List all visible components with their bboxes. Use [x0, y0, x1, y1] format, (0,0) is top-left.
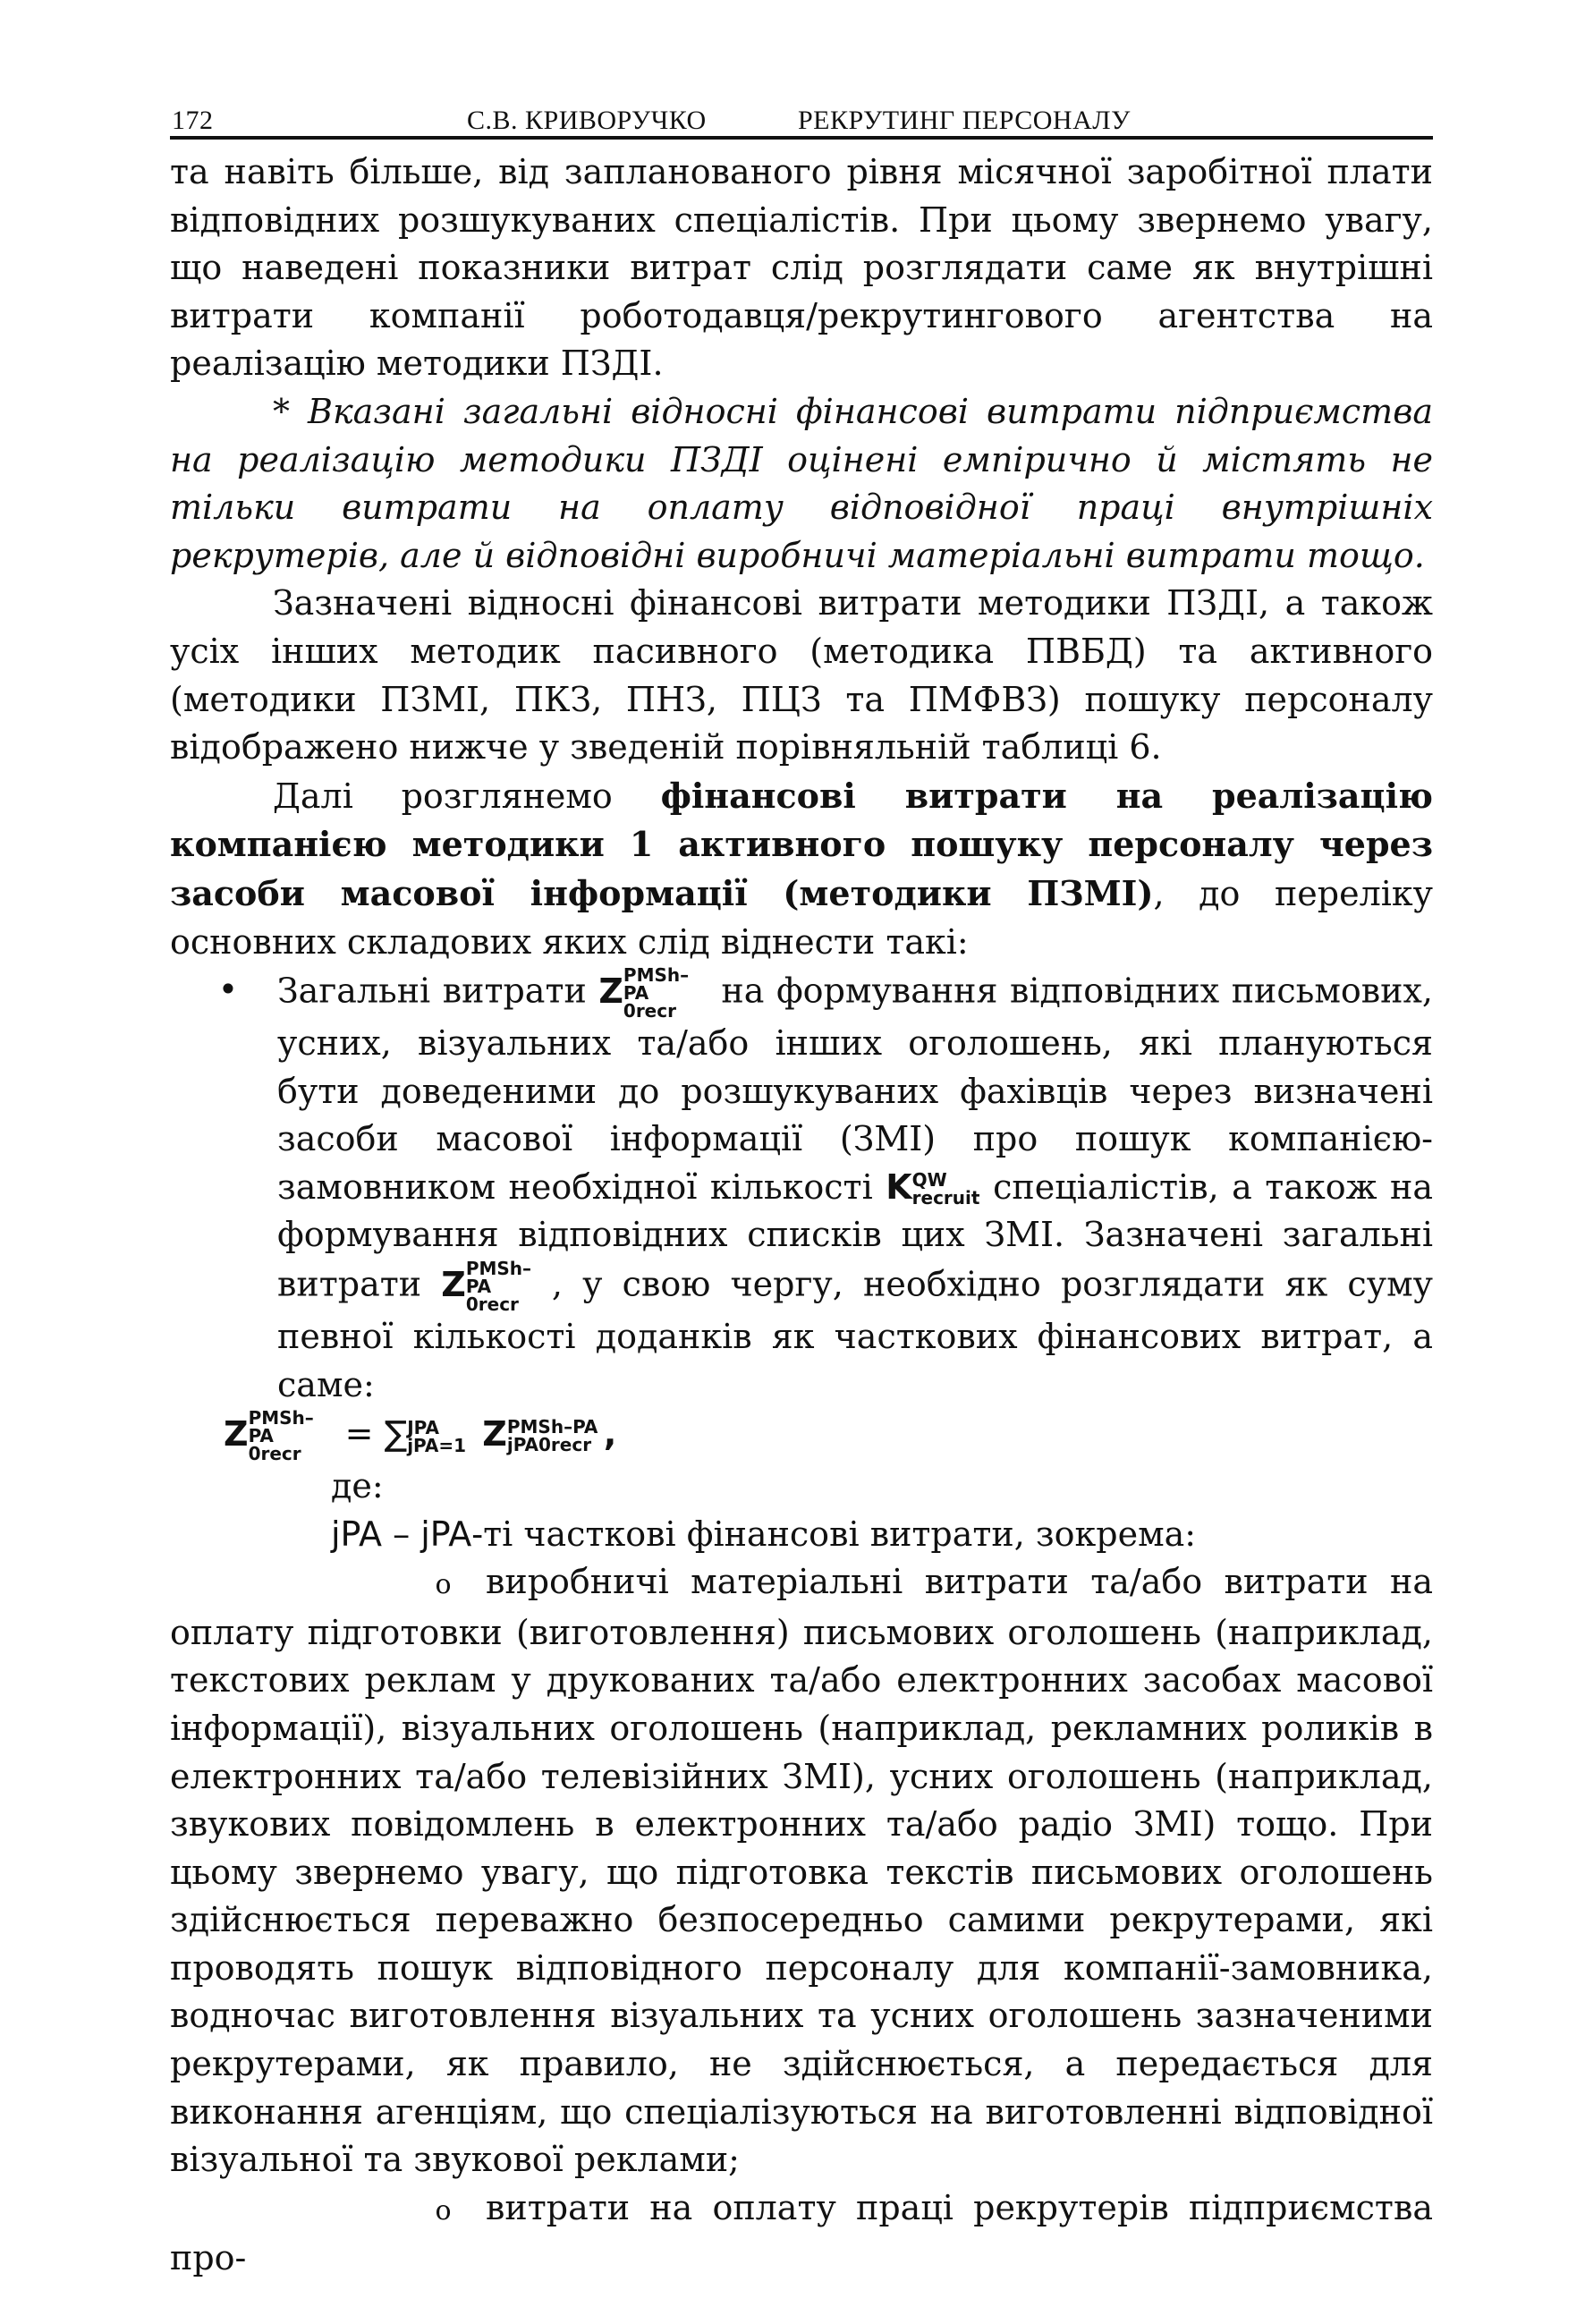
pzmi-intro-end: , до переліку основних складових яких слід віднести такі: [170, 873, 1434, 962]
bullet-total-costs [170, 966, 1433, 1409]
math-k-recruit: K QW recruit [886, 1166, 980, 1209]
pzmi-intro-bold: фінансові витрати на реалізацію компанією методики 1 активного пошуку персоналу через засоби масової інформації (методики ПЗМІ) [170, 775, 1433, 913]
subitem-mark-2: o [435, 2194, 452, 2226]
formula-total-costs: Z PMSh–PA 0recr = ∑ JPA jPA=1 Z PMSh–PA jPA0recr , [224, 1407, 617, 1465]
math-z-total: Z PMSh–PA 0recr [598, 964, 690, 1022]
page-number: 172 [172, 106, 214, 135]
where-label: де: [331, 1466, 384, 1506]
math-z-total-2: Z PMSh–PA 0recr [441, 1258, 532, 1316]
page-body [170, 148, 1433, 2283]
j-definition: jPA – jPA-ті часткові фінансові витрати, зокрема: [331, 1514, 1197, 1554]
paragraph-intro: та навіть більше, від запланованого рівня місячної заробітної плати відповідних розшукуваних спеціалістів. При цьому звернемо увагу, що наведені показники витрат слід розглядати саме як внутрішні витрати компанії роботодавця/рекрутингового агентства на реалізацію методики ПЗДІ. [170, 152, 1433, 384]
paragraph-pzmi-intro [170, 772, 1433, 966]
running-header [170, 89, 1433, 140]
subitem-production-costs: o виробничі матеріальні витрати та/або витрати на оплату підготовки (виготовлення) письмових оголошень (наприклад, текстових реклам у друкованих та/або електронних засобах масової інформації), візуальних оголошень (наприклад, рекламних роликів в електронних та/або телевізійних ЗМІ), усних оголошень (наприклад, звукових повідомлень в електронних та/або радіо ЗМІ) тощо. При цьому звернемо увагу, що підготовка текстів письмових оголошень здійснюється переважно безпосередньо самими рекрутерами, які проводять пошук відповідного персоналу для компанії-замовника, водночас виготовлення візуальних та усних оголошень зазначеними рекрутерами, як правило, не здійснюється, а передається для виконання агенціям, що спеціалізуються на виготовленні відповідної візуальної та звукової реклами; [170, 1562, 1433, 2180]
subitem-mark: o [435, 1569, 452, 1601]
subitem-labor-costs: o витрати на оплату праці рекрутерів підприємства про- [170, 2187, 1433, 2278]
footnote-paragraph: * Вказані загальні відносні фінансові витрати підприємства на реалізацію методики ПЗДІ оцінені емпірично й містять не тільки витрати на оплату відповідної праці внутрішніх рекрутерів, але й відповідні виробничі матеріальні витрати тощо. [170, 391, 1433, 575]
header-book-title: РЕКРУТИНГ ПЕРСОНАЛУ [798, 106, 1131, 135]
bullet-mark: • [217, 970, 239, 1010]
document-page [170, 89, 1433, 2283]
bullet-text: Загальні витрати Z PMSh–PA 0recr на формування відповідних письмових, усних, візуальних та/або інших оголошень, які плануються бути доведеними до розшукуваних фахівців через визначені засоби масової інформації (ЗМІ) про пошук компанією-замовником необхідної кількості K QW recruit спеціалістів, а також на формування відповідних списків цих ЗМІ. Зазначені загальні витрати Z PMSh–PA 0recr , у свою чергу, необхідно розглядати як суму певної кількості доданків як часткових фінансових витрат, а саме: [277, 964, 1434, 1404]
paragraph-comparison: Зазначені відносні фінансові витрати методики ПЗДІ, а також усіх інших методик пасивного (методика ПВБД) та активного (методики ПЗМІ, ПКЗ, ПНЗ, ПЦЗ та ПМФВЗ) пошуку персоналу відображено нижче у зведеній порівняльній таблиці 6. [170, 583, 1433, 768]
header-author: С.В. КРИВОРУЧКО [467, 106, 707, 135]
pzmi-intro-start: Далі розглянемо [273, 776, 661, 816]
